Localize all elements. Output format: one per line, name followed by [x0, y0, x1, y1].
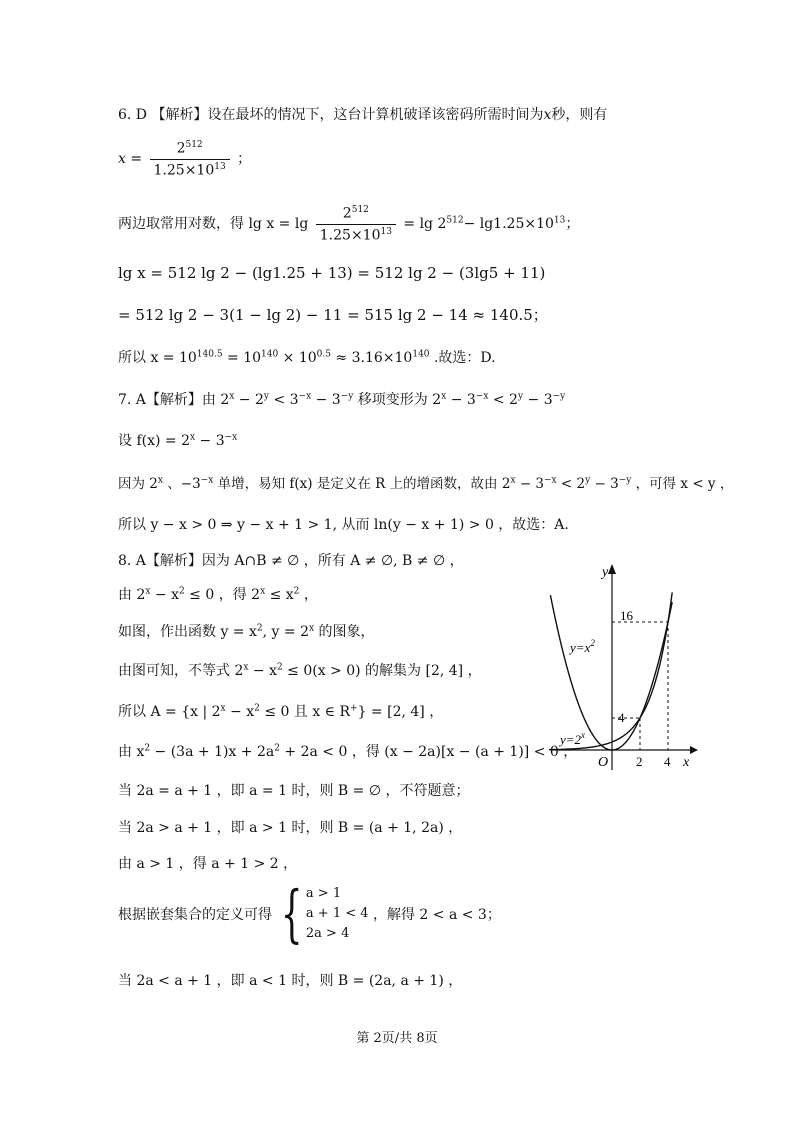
q6-step2: = 512 lg 2 − 3(1 − lg 2) − 11 = 515 lg 2 − 14 ≈ 140.5； [118, 306, 548, 324]
q8-line4: 由图可知，不等式 $2^x - x^2 \le 0(x > 0)$ 的解集为 [2, 4] ， [118, 662, 482, 679]
tick-y-4: 4 [618, 710, 625, 725]
q8-heading: 8. A【解析】因为 A∩B ≠ ∅ ，所有 A ≠ ∅, B ≠ ∅ ， [118, 553, 464, 569]
inequality-system: a > 1 a + 1 < 4 2a > 4 [305, 886, 369, 941]
page-footer: 第 2页/共 8页 [356, 1031, 438, 1046]
q7-heading: 7. A【解析】由 $2^x - 2^y < 3^{-x} - 3^{-y}$ 移项变形为 $2^x - 3^{-x} < 2^y - 3^{-y}$ [118, 391, 566, 408]
q8-line10: 根据嵌套集合的定义可得 { a > 1 a + 1 < 4 2a > 4 ，解得 2 < a < 3； [118, 877, 501, 950]
y-axis-label: y [602, 565, 609, 580]
x-axis-arrow [690, 746, 698, 754]
q8-line7: 当 2a = a + 1 ，即 a = 1 时，则 B = ∅ ，不符题意； [118, 783, 470, 799]
tick-x-4: 4 [664, 754, 671, 769]
tick-x-2: 2 [636, 754, 643, 769]
q6-heading: 6. D 【解析】设在最坏的情况下，这台计算机破译该密码所需时间为x秒，则有 [118, 107, 608, 123]
q7-define-f: 设 $f(x) = 2^x - 3^{-x}$ [118, 432, 238, 449]
q8-line5: 所以 A = {x | $2^x - x^2 \le 0$ 且 x ∈ R+} = [2, 4] ， [118, 703, 444, 720]
q6-formula-x: x = $\frac{2^{512}}{1.25\times 10^{13}}$ ； [118, 140, 252, 179]
tick-y-16: 16 [620, 608, 633, 623]
exponential-label: $y=2^x$ [560, 730, 586, 747]
q6-fraction: $\frac{2^{512}}{1.25\times 10^{13}}$ [150, 140, 230, 178]
function-graph [540, 560, 700, 775]
q8-line11: 当 2a < a + 1 ，即 a < 1 时，则 B = (2a, a + 1) ， [118, 973, 463, 989]
q8-line8: 当 2a > a + 1 ，即 a > 1 时，则 B = (a + 1, 2a) ， [118, 820, 463, 836]
q8-line2: 由 $2^x - x^2 \le 0$ ，得 $2^x \le x^2$ ， [118, 586, 318, 603]
parabola-label: $y=x^2$ [570, 638, 595, 655]
q6-conclusion: 所以 $x = 10^{140.5} = 10^{140} \times 10^{0.5} \approx 3.16\times 10^{140}$ .故选：D. [118, 349, 496, 366]
q7-because: 因为 2$^x$ 、$-3^{-x}$ 单增，易知 f(x) 是定义在 R 上的增函数，故由 $2^x - 3^{-x} < 2^y - 3^{-y}$ ，可得 x < y ， [118, 475, 734, 492]
origin-label: O [598, 755, 609, 770]
q8-line6: 由 $x^2 - (3a + 1)x + 2a^2 + 2a < 0$ ，得 (x − 2a)[x − (a + 1)] < 0 ， [118, 743, 578, 760]
q8-line9: 由 a > 1 ，得 a + 1 > 2 ， [118, 856, 298, 872]
q7-final: 所以 y − x > 0 ⇒ y − x + 1 > 1, 从而 ln(y − x + 1) > 0 ，故选：A. [118, 517, 569, 533]
q8-line3: 如图，作出函数 $y = x^2$, $y = 2^x$ 的图象， [118, 623, 375, 640]
system-brace: { a > 1 a + 1 < 4 2a > 4 [281, 877, 369, 950]
x-axis-label: x [683, 755, 690, 770]
q6-step1: lg x = 512 lg 2 − (lg1.25 + 13) = 512 lg 2 − (3lg5 + 11) [118, 264, 546, 282]
parabola-curve [550, 595, 672, 750]
y-axis-arrow [608, 564, 616, 574]
q6-log-line: 两边取常用对数，得 lg x = lg $\frac{2^{512}}{1.25\times 10^{13}}$ = $\lg 2^{512}- \lg 1.25\times 10^{13}$； [118, 205, 580, 244]
